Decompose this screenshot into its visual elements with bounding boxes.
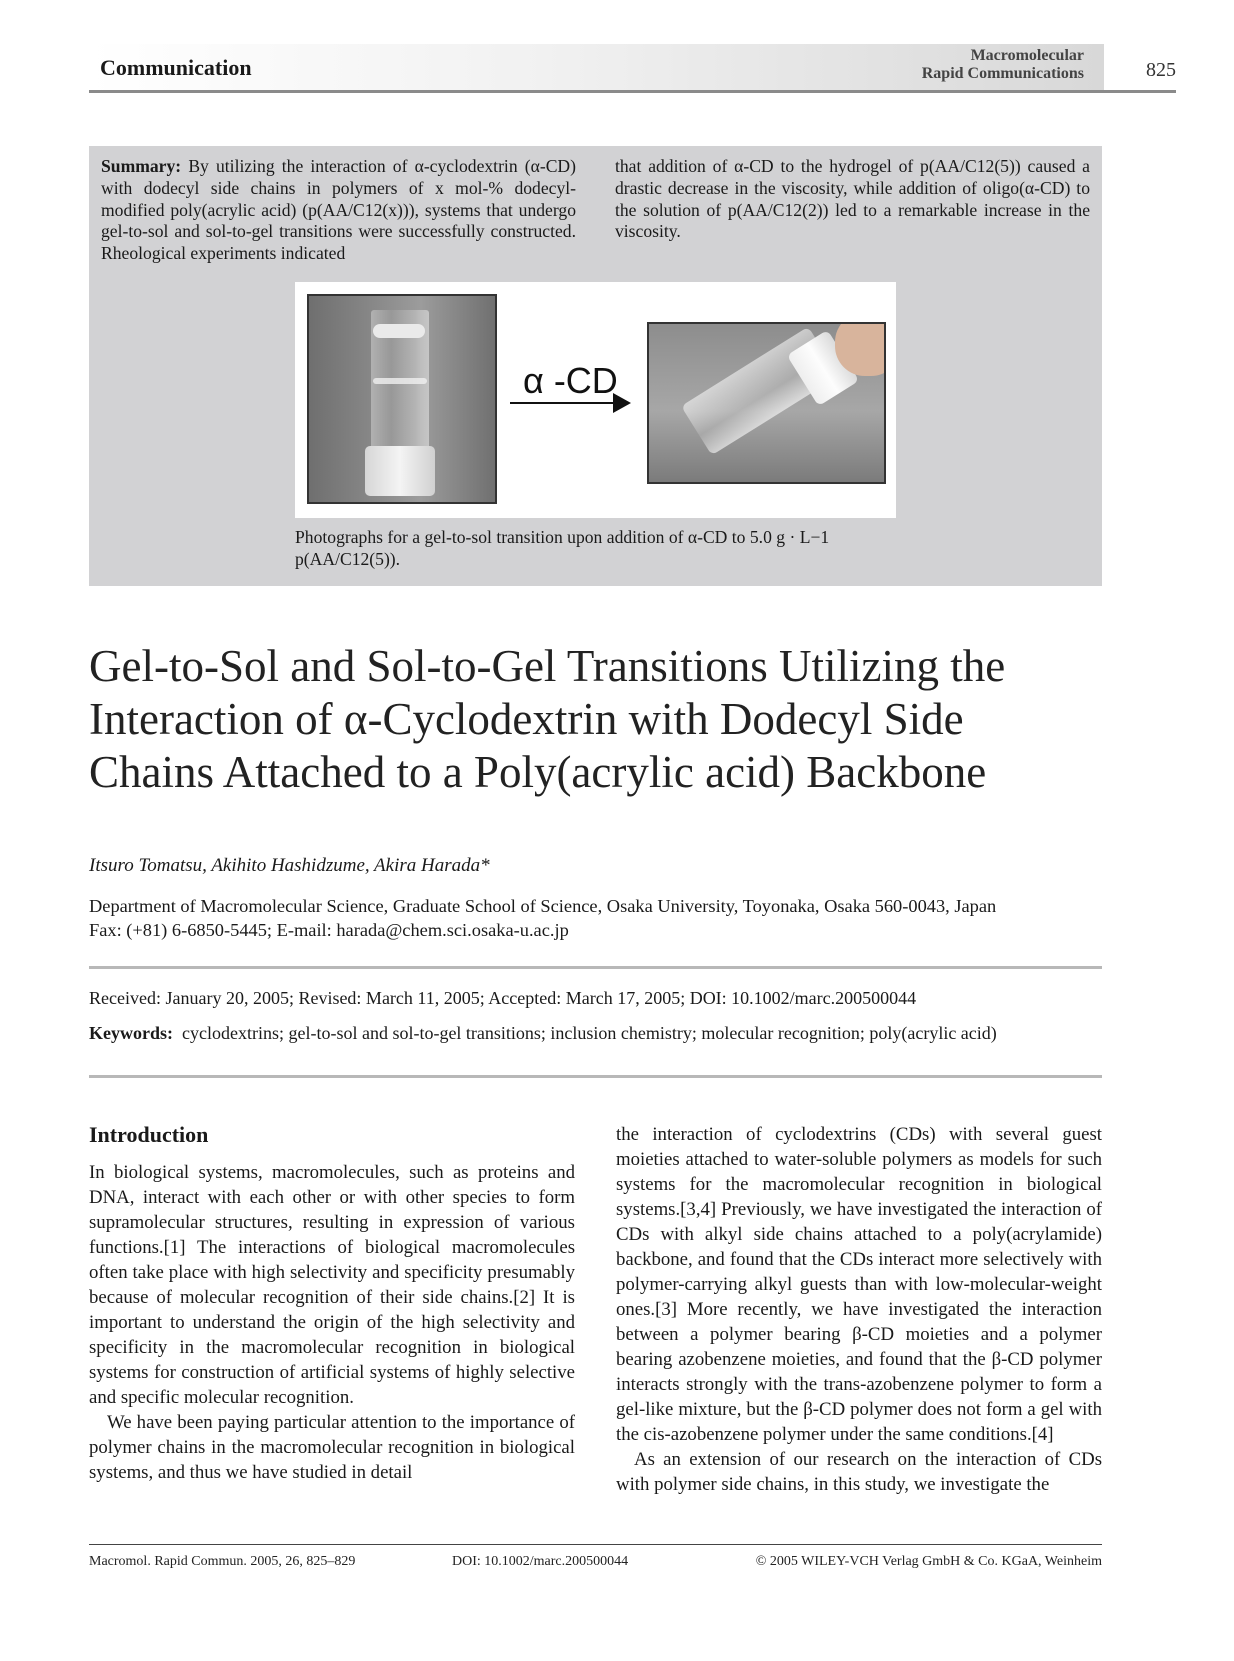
alpha-cd-arrow-label: α -CD [523, 360, 618, 401]
header-rule [89, 90, 1176, 93]
paragraph: In biological systems, macromolecules, such as proteins and DNA, interact with each other or with other species to form supramolecular structures, resulting in expression of various functions.[1] The interactions of biological macromolecules often take place with high selectivity and specificity presumably because of molecular recognition of their side chains.[2] It is important to understand the origin of the high selectivity and specificity in the macromolecular recognition in biological systems for construction of artificial systems of highly selective and specific molecular recognition. [89, 1162, 575, 1408]
graphical-abstract [295, 282, 896, 518]
summary-text-left: By utilizing the interaction of α-cyclodextrin (α-CD) with dodecyl side chains in polymers of x mol-% dodecyl-modified poly(acrylic acid) (p(AA/C12(x))), systems that undergo gel-to-sol and sol-to-gel transitions were successfully constructed. Rheological experiments indicated [101, 156, 576, 264]
footer-doi: DOI: 10.1002/marc.200500044 [452, 1554, 629, 1569]
keywords-text: cyclodextrins; gel-to-sol and sol-to-gel transitions; inclusion chemistry; molecular recognition; poly(acrylic acid) [182, 1023, 997, 1043]
keywords-line [89, 1023, 997, 1044]
journal-name [922, 47, 1084, 83]
page-number: 825 [1146, 59, 1176, 81]
footer-rule [89, 1544, 1102, 1545]
gel-meniscus [373, 378, 427, 384]
page-header [89, 44, 1176, 92]
history-dates: Received: January 20, 2005; Revised: March 11, 2005; Accepted: March 17, 2005; DOI: 10.1002/marc.200500044 [89, 988, 917, 1008]
gel-vial-photo [307, 294, 497, 504]
summary-box [89, 146, 1102, 586]
journal-name-line1: Macromolecular [970, 47, 1084, 64]
arrow-head [613, 393, 631, 413]
introduction-heading: Introduction [89, 1122, 209, 1147]
sol-vial-photo [647, 322, 886, 484]
body-column-left [89, 1122, 575, 1485]
divider-top [89, 966, 1102, 969]
section-label: Communication [100, 55, 252, 80]
authors: Itsuro Tomatsu, Akihito Hashidzume, Akira Harada* [89, 855, 490, 876]
arrow-shaft [510, 402, 620, 404]
paragraph: the interaction of cyclodextrins (CDs) with several guest moieties attached to water-soluble polymers as models for such systems for the macromolecular recognition in biological systems.[3,4] Previously, we have investigated the interaction of CDs with alkyl side chains attached to a poly(acrylamide) backbone, and found that the CDs interact more selectively with polymer-carrying alkyl guests than with low-molecular-weight ones.[3] More recently, we have investigated the interaction between a polymer bearing β-CD moieties and a polymer bearing azobenzene moieties, and found that the β-CD polymer interacts strongly with the trans-azobenzene polymer to form a gel-like mixture, but the β-CD polymer does not form a gel with the cis-azobenzene polymer under the same conditions.[4] [616, 1124, 1102, 1445]
summary-left-column [101, 156, 576, 265]
summary-text-right: that addition of α-CD to the hydrogel of p(AA/C12(5)) caused a drastic decrease in the viscosity, while addition of oligo(α-CD) to the solution of p(AA/C12(2)) led to a remarkable increase in the viscosity. [615, 156, 1090, 242]
journal-name-line2: Rapid Communications [921, 65, 1084, 82]
contact-line: Fax: (+81) 6-6850-5445; E-mail: harada@chem.sci.osaka-u.ac.jp [89, 920, 569, 940]
vial-cap [365, 446, 435, 496]
body-column-right [616, 1122, 1102, 1497]
affiliation-block [89, 894, 1119, 942]
divider-bottom [89, 1075, 1102, 1078]
article-title: Gel-to-Sol and Sol-to-Gel Transitions Utilizing the Interaction of α-Cyclodextrin with Dodecyl Side Chains Attached to a Poly(acrylic acid) Backbone [89, 641, 1006, 797]
paragraph: We have been paying particular attention to the importance of polymer chains in the macromolecular recognition in biological systems, and thus we have studied in detail [89, 1412, 575, 1483]
gel-plug [373, 324, 425, 338]
summary-label: Summary: [101, 156, 182, 176]
keywords-label: Keywords: [89, 1023, 173, 1043]
affiliation: Department of Macromolecular Science, Graduate School of Science, Osaka University, Toyonaka, Osaka 560-0043, Japan [89, 896, 997, 916]
footer-copyright: © 2005 WILEY-VCH Verlag GmbH & Co. KGaA, Weinheim [755, 1554, 1102, 1569]
paragraph: As an extension of our research on the interaction of CDs with polymer side chains, in this study, we investigate the [616, 1449, 1102, 1495]
footer-citation: Macromol. Rapid Commun. 2005, 26, 825–829 [89, 1554, 356, 1569]
figure-caption: Photographs for a gel-to-sol transition upon addition of α-CD to 5.0 g · L−1 p(AA/C12(5)). [295, 527, 830, 569]
